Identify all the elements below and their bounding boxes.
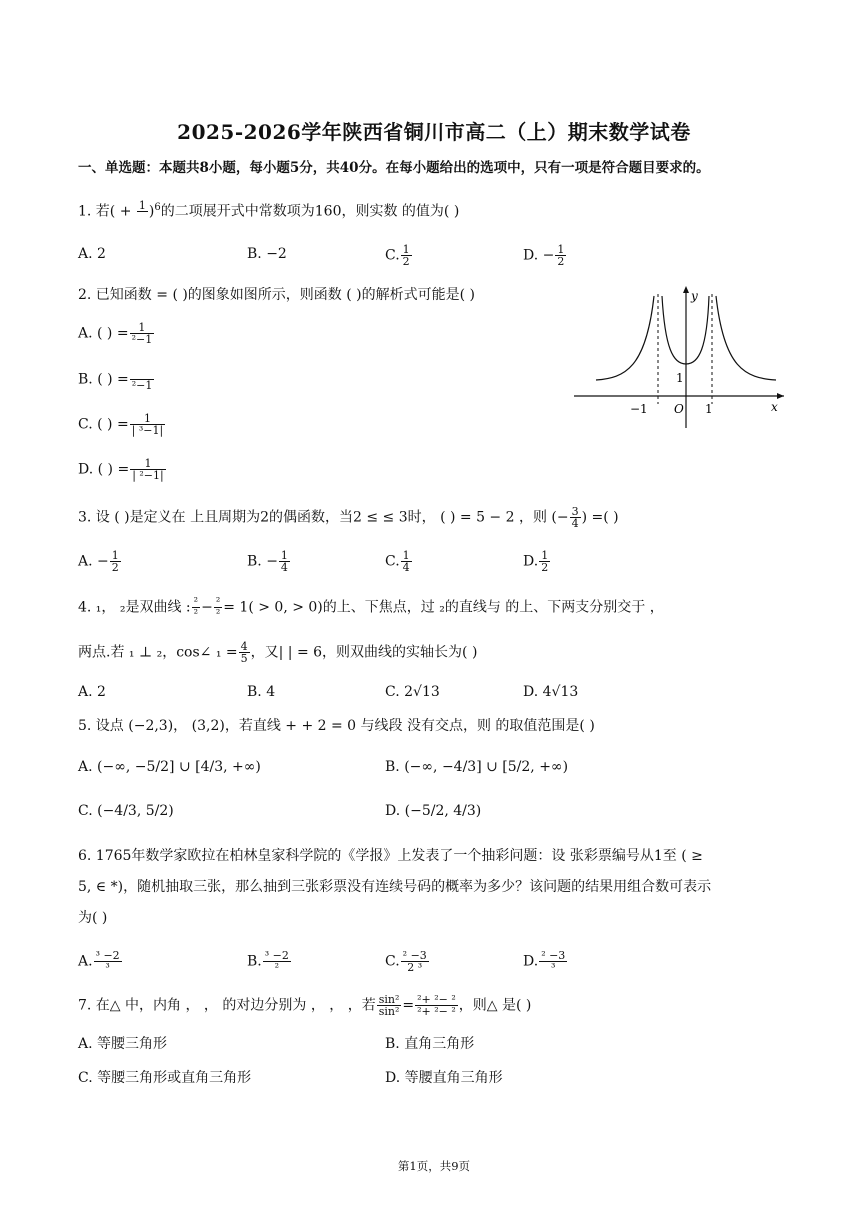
question-5-stem: 5. 设点 (−2,3)， (3,2)，若直线 + + 2 = 0 与线段 没有交点，则 的取值范围是( ) [78, 718, 595, 734]
question-6-line-3: 为( ) [78, 910, 108, 926]
q7-option-b: B. 直角三角形 [385, 1036, 475, 1052]
question-1-stem: 1. 若( + 1 )$^6$的二项展开式中常数项为160，则实数 的值为( ) [78, 199, 460, 220]
q3-option-a: A. − $\frac{1}{2}$ [78, 549, 119, 574]
q3-option-c: C. $\frac{1}{4}$ [385, 549, 410, 574]
q1-option-a: A. 2 [78, 246, 106, 262]
question-7-stem: 7. 在△ 中，内角 ， ， 的对边分别为 ， ， ，若 $\frac{\text{sin²}}{\text{sin²}}$ = $\frac{\text{²+ ²− ²}}{\text{²+ ²− ²}}$ ，则△ 是( ) [78, 993, 532, 1018]
q5-option-b: B. (−∞, −4/3] ∪ [5/2, +∞) [385, 759, 569, 775]
q1-option-c: C. $\frac{1}{2}$ [385, 243, 410, 268]
function-graph [570, 282, 790, 432]
page-title: 2025-2026学年陕西省铜川市高二（上）期末数学试卷 [177, 120, 691, 144]
q4-option-a: A. 2 [78, 684, 106, 700]
section-heading: 一、单选题：本题共8小题，每小题5分，共40分。在每小题给出的选项中，只有一项是符合题目要求的。 [78, 160, 710, 176]
q6-option-a: A. $\frac{\text{³ −2}}{\text{³}}$ [78, 949, 120, 974]
q7-option-d: D. 等腰直角三角形 [385, 1070, 503, 1086]
q6-option-b: B. $\frac{\text{³ −2}}{\text{²}}$ [247, 949, 289, 974]
question-4-line-1: 4. ₁， ₂是双曲线 : $\frac{\text{²}}{\text{²}}$ − $\frac{\text{²}}{\text{²}}$ = 1( > 0, > 0)的上、下焦点，过 ₂的直线与 的上、下两支分别交于 ， [78, 595, 664, 620]
q5-option-d: D. (−5/2, 4/3) [385, 803, 482, 819]
q5-option-c: C. (−4/3, 5/2) [78, 803, 174, 819]
y-intercept-label: 1 [676, 371, 684, 385]
q4-option-c: C. 2√13 [385, 684, 440, 700]
question-6-line-1: 6. 1765年数学家欧拉在柏林皇家科学院的《学报》上发表了一个抽彩问题：设 张彩票编号从1至 ( ≥ [78, 848, 703, 864]
y-label: y [691, 289, 698, 303]
x-label: x [771, 400, 778, 414]
q2-option-b: B. ( ) = ²−1 [78, 368, 155, 391]
origin-label: O [674, 402, 684, 416]
q2-option-a: A. ( ) = $\frac{1}{\text{²−1}}$ [78, 321, 153, 346]
y-axis-arrow [683, 286, 689, 293]
q7-option-a: A. 等腰三角形 [78, 1036, 168, 1052]
q6-option-d: D. $\frac{\text{² −3}}{\text{³}}$ [523, 949, 566, 974]
page-footer: 第1页，共9页 [397, 1159, 471, 1173]
x-axis-arrow [777, 393, 784, 399]
q7-option-c: C. 等腰三角形或直角三角形 [78, 1070, 252, 1086]
q3-option-d: D. $\frac{1}{2}$ [523, 549, 549, 574]
question-2-stem: 2. 已知函数 = ( )的图象如图所示，则函数 ( )的解析式可能是( ) [78, 287, 476, 303]
question-3-stem: 3. 设 ( )是定义在 上且周期为2的偶函数，当2 ≤ ≤ 3时， ( ) = 5 − 2 ，则 (− $\frac{3}{4}$ ) =( ) [78, 505, 619, 530]
question-4-line-2: 两点.若 ₁ ⊥ ₂，cos∠ ₁ = $\frac{4}{5}$ ，又| | = 6，则双曲线的实轴长为( ) [78, 640, 478, 665]
q5-option-a: A. (−∞, −5/2] ∪ [4/3, +∞) [78, 759, 261, 775]
q1-option-d: D. − $\frac{1}{2}$ [523, 243, 565, 268]
q4-option-b: B. 4 [247, 684, 276, 700]
question-6-line-2: 5, ∈ *)，随机抽取三张，那么抽到三张彩票没有连续号码的概率为多少？该问题的结果用组合数可表示 [78, 879, 712, 895]
q1-option-b: B. −2 [247, 246, 287, 262]
curve-left [596, 296, 654, 380]
q6-option-c: C. $\frac{\text{² −3}}{\text{2 ³}}$ [385, 949, 427, 974]
q2-option-d: D. ( ) = $\frac{1}{\text{| ²−1|}}$ [78, 457, 164, 482]
tick-label-neg-1: −1 [630, 402, 648, 416]
q4-option-d: D. 4√13 [523, 684, 579, 700]
q3-option-b: B. − $\frac{1}{4}$ [247, 549, 288, 574]
tick-label-1: 1 [705, 402, 713, 416]
q2-option-c: C. ( ) = $\frac{1}{\text{| ³−1|}}$ [78, 412, 164, 437]
curve-right [716, 296, 776, 380]
